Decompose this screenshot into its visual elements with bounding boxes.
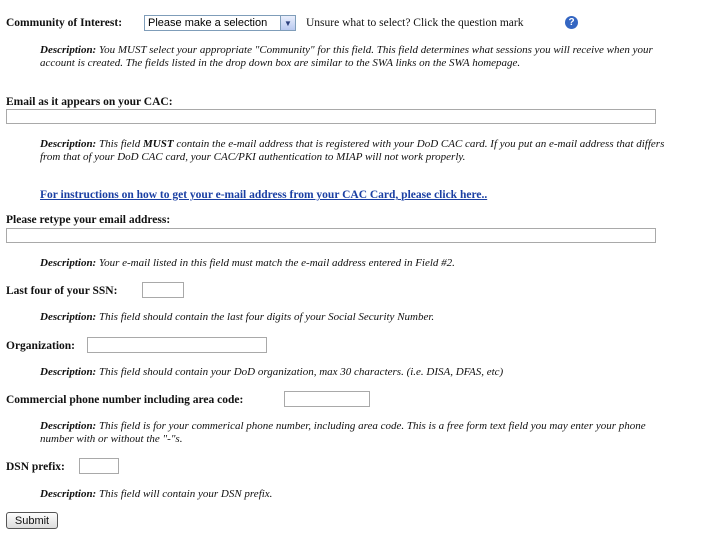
community-hint: Unsure what to select? Click the question mark [306,17,524,29]
description-emphasis: MUST [143,138,174,150]
description-text: This field should contain the last four digits of your Social Security Number. [98,311,435,323]
description-prefix: Description: [40,311,97,323]
submit-button[interactable]: Submit [6,512,58,529]
organization-description [40,366,680,379]
community-select[interactable] [144,15,296,31]
community-description [40,44,680,70]
email-retype-label: Please retype your email address: [6,214,171,226]
email-field[interactable] [6,109,656,124]
description-text: Your e-mail listed in this field must match the e-mail address entered in Field #2. [98,257,455,269]
description-text: This field [98,138,141,150]
email-description [40,138,680,164]
description-prefix: Description: [40,366,97,378]
ssn-field[interactable] [142,282,184,298]
description-prefix: Description: [40,488,97,500]
ssn-description [40,311,680,324]
description-text: This field will contain your DSN prefix. [98,488,273,500]
dsn-field[interactable] [79,458,119,474]
organization-field[interactable] [87,337,267,353]
phone-description [40,420,680,446]
description-prefix: Description: [40,138,97,150]
description-prefix: Description: [40,257,97,269]
description-text: This field should contain your DoD organization, max 30 characters. (i.e. DISA, DFAS, etc) [98,366,504,378]
email-label: Email as it appears on your CAC: [6,96,173,108]
community-select-value: Please make a selection [148,17,268,29]
phone-field[interactable] [284,391,370,407]
dsn-description [40,488,680,501]
description-text: contain the e-mail address that is registered with your DoD CAC card. If you put an e-mail address that differs from that of your DoD CAC card, your CAC/PKI authentication to MIAP will not work properly. [40,138,665,163]
question-mark-icon[interactable]: ? [565,16,578,29]
ssn-label: Last four of your SSN: [6,285,118,297]
description-text: This field is for your commerical phone number, including area code. This is a free form text field you may enter your phone number with or without the "-"s. [40,420,646,445]
description-prefix: Description: [40,44,97,56]
organization-label: Organization: [6,340,75,352]
cac-instructions-link[interactable]: For instructions on how to get your e-mail address from your CAC Card, please click here.. [40,189,488,201]
community-label: Community of Interest: [6,17,123,29]
phone-label: Commercial phone number including area code: [6,394,244,406]
dsn-label: DSN prefix: [6,461,65,473]
description-text: You MUST select your appropriate "Community" for this field. This field determines what sessions you will receive when your account is created. The fields listed in the drop down box are similar to the SWA links on the SWA homepage. [40,44,653,69]
email-retype-description [40,257,680,270]
description-prefix: Description: [40,420,97,432]
email-retype-field[interactable] [6,228,656,243]
chevron-down-icon[interactable]: ▼ [280,16,295,30]
